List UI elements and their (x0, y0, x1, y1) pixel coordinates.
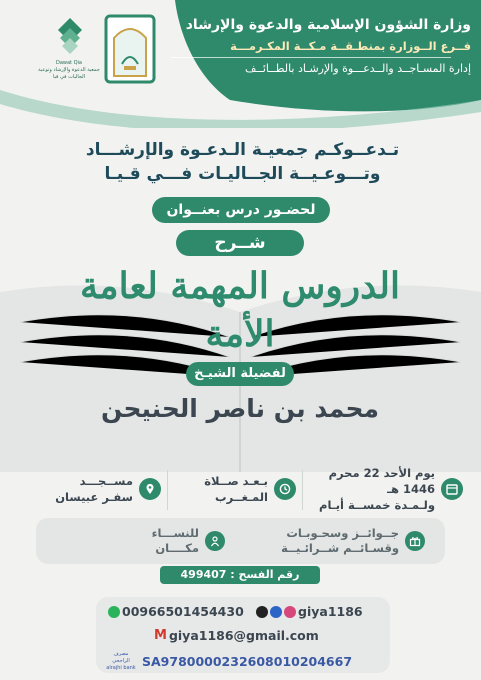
department-name: إدارة المسـاجــد والــدعـــوة والإرشـاد بالطــائــف (245, 62, 471, 75)
sheikh-label: لفضيلة الشيـخ (186, 362, 294, 386)
details-divider (302, 470, 303, 510)
calendar-icon (441, 478, 463, 500)
details-divider (167, 470, 168, 510)
intro-line-2: وتـــوعـيــة الجــاليـات فـــي قـيـا (104, 164, 381, 184)
location-pin-icon (139, 478, 161, 500)
ministry-logo (100, 14, 160, 86)
prizes-line-1: جــوائــز وسحـوبـات (286, 526, 399, 540)
association-logo-name: جمعية الدعوة والإرشاد وتوعية الجاليات في قيا (38, 67, 100, 80)
association-logo-small: Dawat Qia (55, 60, 82, 66)
prizes-line-2: وقسـائــم شــرائـيــة (281, 541, 399, 555)
prayer-line-1: بـعـد صــلاة (204, 474, 268, 488)
contact-box (96, 597, 390, 673)
mosque-info (21, 465, 161, 513)
prayer-info (186, 465, 296, 513)
sharh-label: شــرح (176, 230, 304, 256)
prayer-line-2: المـغــرب (215, 490, 268, 504)
facebook-icon (270, 606, 282, 618)
mosque-line-1: مســجـــد (79, 474, 133, 488)
intro-line-1: تـدعــوكـم جمعيـة الـدعـوة والإرشـــاد (85, 140, 400, 160)
email-address[interactable]: giya1186@gmail.com (168, 628, 319, 643)
prizes-info (281, 523, 425, 559)
bank-logo (106, 651, 136, 672)
phone-number[interactable]: 00966501454430 (122, 604, 244, 619)
date-line-2: ولـمـدة خمســة أيـام (319, 498, 435, 512)
header-ministry-text (171, 16, 471, 76)
mosque-line-2: سفـر عبيسان (55, 490, 133, 504)
association-logo-text (36, 60, 102, 81)
extras-box (36, 518, 445, 564)
women-info (152, 523, 225, 559)
header-divider (171, 57, 451, 58)
iban-row[interactable] (106, 651, 352, 672)
clock-icon (274, 478, 296, 500)
email-row[interactable] (154, 628, 319, 643)
ministry-name: وزارة الشؤون الإسلامية والدعوة والإرشاد (185, 17, 471, 33)
social-row[interactable] (256, 604, 363, 619)
lesson-title: الدروس المهمة لعامة الأمة (79, 265, 401, 355)
intro-text (40, 138, 445, 186)
phone-row[interactable] (108, 604, 244, 619)
bank-name-latin: alrajhi bank (106, 665, 136, 671)
gift-icon (405, 531, 425, 551)
sheikh-name: محمد بن ناصر الحنيحن (100, 394, 380, 423)
iban-number[interactable]: SA9780000232608010204667 (142, 654, 353, 669)
bank-name: مصرف الراجحي (112, 651, 130, 664)
women-line-1: للنســـاء (151, 526, 199, 540)
invite-label: لحضـور درس بعنــوان (152, 197, 330, 223)
permit-number: رقم الفسح : 499407 (160, 566, 320, 584)
date-info (303, 465, 463, 513)
whatsapp-icon (108, 606, 120, 618)
gmail-icon: M (154, 628, 167, 643)
x-icon (256, 606, 268, 618)
instagram-icon (284, 606, 296, 618)
branch-name: فــرع الــوزارة بمنطـقــة مـكــة المكـرمـــة (230, 39, 471, 53)
women-line-2: مكــــان (155, 541, 199, 555)
date-line-1: يوم الأحد 22 محرم 1446 هـ (328, 466, 435, 496)
social-handle[interactable]: giya1186 (298, 604, 363, 619)
women-icon (205, 531, 225, 551)
